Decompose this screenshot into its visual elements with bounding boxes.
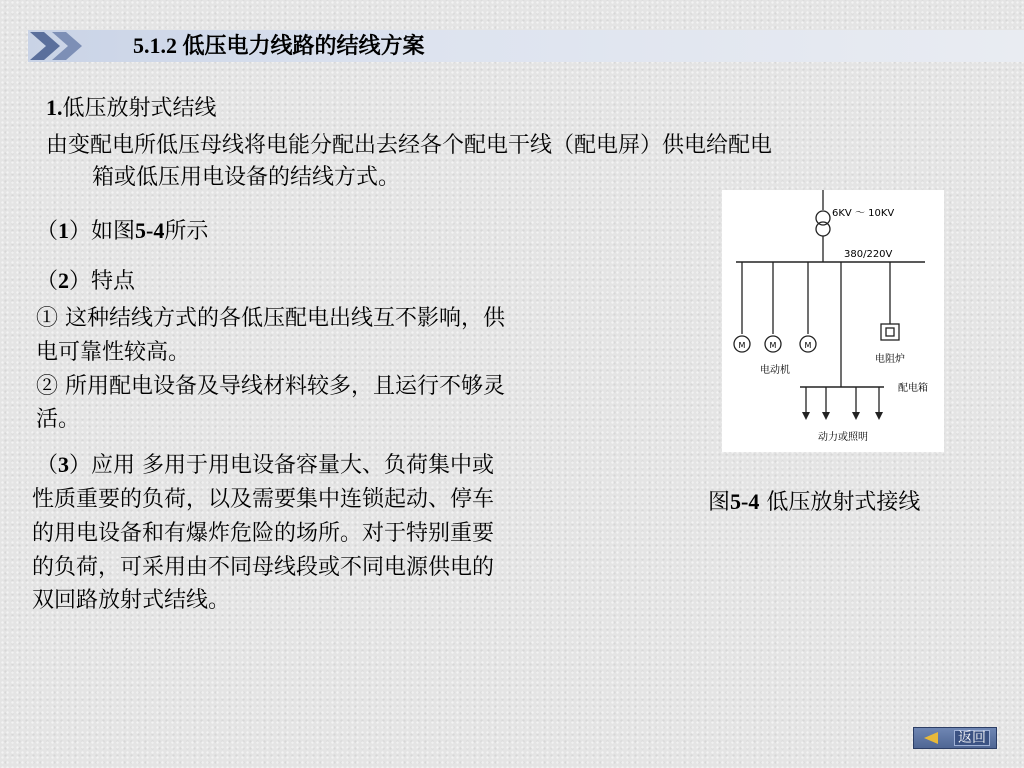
load-arrow-2-icon xyxy=(822,412,830,420)
transformer-coil-lower xyxy=(816,222,830,236)
motor-label: 电动机 xyxy=(760,365,790,376)
radial-wiring-svg xyxy=(722,190,944,452)
heading xyxy=(46,94,217,123)
point-1-line-1: ① 这种结线方式的各低压配电出线互不影响，供 xyxy=(36,306,505,331)
item-3-number: 3 xyxy=(58,452,70,477)
item-1-text: ）如图 xyxy=(69,219,136,244)
item-3-text: ）应用 多用于用电设备容量大、负荷集中或 xyxy=(69,453,495,478)
slide-title xyxy=(133,33,425,59)
load-arrow-1-icon xyxy=(802,412,810,420)
item-3-line-2: 性质重要的负荷，以及需要集中连锁起动、停车 xyxy=(32,487,495,512)
furnace-icon xyxy=(881,324,899,340)
item-1-number: 1 xyxy=(58,218,70,243)
item-2 xyxy=(36,267,135,296)
intro-line-2: 箱或低压用电设备的结线方式。 xyxy=(92,165,401,190)
intro-line-1: 由变配电所低压母线将电能分配出去经各个配电干线（配电屏）供电给配电 xyxy=(46,133,773,158)
load-label: 动力或照明 xyxy=(818,432,868,443)
section-number: 5.1.2 xyxy=(133,33,177,58)
item-3-line-3: 的用电设备和有爆炸危险的场所。对于特别重要 xyxy=(32,521,495,546)
caption-text: 低压放射式接线 xyxy=(759,490,921,515)
load-arrow-3-icon xyxy=(852,412,860,420)
item-2-open: （ xyxy=(36,269,59,294)
section-title: 低压电力线路的结线方案 xyxy=(182,33,425,58)
item-2-number: 2 xyxy=(58,268,70,293)
item-1-open: （ xyxy=(36,219,59,244)
caption-prefix: 图 xyxy=(708,490,731,515)
heading-text: 低压放射式结线 xyxy=(62,96,217,121)
item-3-line-1 xyxy=(36,451,494,480)
back-button[interactable] xyxy=(913,727,997,749)
item-3-line-4: 的负荷，可采用由不同母线段或不同电源供电的 xyxy=(32,555,495,580)
point-2-line-1: ② 所用配电设备及导线材料较多，且运行不够灵 xyxy=(36,374,505,399)
item-1-figure-ref: 5-4 xyxy=(135,218,165,243)
motor-2-symbol: M xyxy=(769,341,777,350)
item-1 xyxy=(36,217,208,246)
back-arrow-icon xyxy=(924,732,938,744)
item-3-open: （ xyxy=(36,453,59,478)
load-arrow-4-icon xyxy=(875,412,883,420)
furnace-inner-icon xyxy=(886,328,894,336)
back-button-label: 返回 xyxy=(954,730,990,746)
wiring-diagram xyxy=(722,190,944,452)
transformer-coil-upper xyxy=(816,211,830,225)
item-3-line-5: 双回路放射式结线。 xyxy=(32,588,231,613)
figure-caption xyxy=(708,488,920,517)
double-chevron-icon xyxy=(28,30,108,62)
point-2-line-2: 活。 xyxy=(36,407,81,432)
furnace-label: 电阻炉 xyxy=(875,354,905,365)
hv-label: 6KV ～ 10KV xyxy=(832,208,895,219)
caption-number: 5-4 xyxy=(730,489,760,514)
motor-1-symbol: M xyxy=(738,341,746,350)
title-bar xyxy=(28,30,1024,62)
point-1-line-2: 电可靠性较高。 xyxy=(36,340,191,365)
heading-number: 1. xyxy=(46,95,63,120)
item-1-suffix: 所示 xyxy=(164,219,209,244)
motor-3-symbol: M xyxy=(804,341,812,350)
panel-label: 配电箱 xyxy=(898,383,928,394)
lv-label: 380/220V xyxy=(844,249,893,260)
item-2-text: ）特点 xyxy=(69,269,136,294)
